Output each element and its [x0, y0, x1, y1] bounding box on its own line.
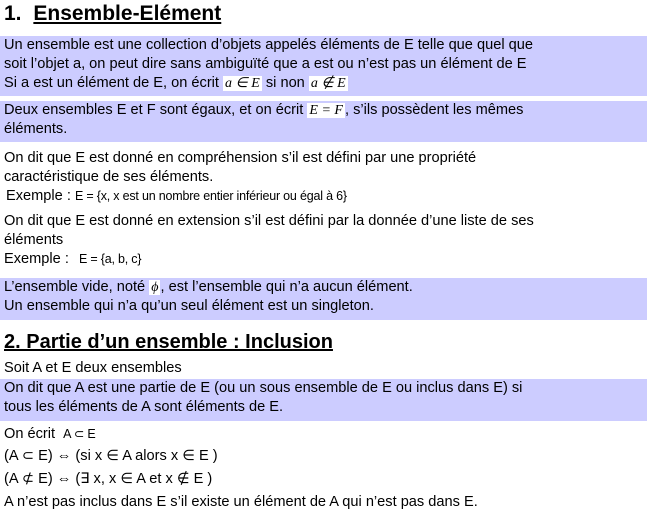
math-equality: E = F	[309, 103, 343, 118]
text-line: Un ensemble qui n’a qu’un seul élément est un singleton.	[4, 298, 374, 314]
example-label: Exemple :	[6, 188, 71, 204]
math-not-belongs: a ∉ E	[310, 76, 346, 91]
math-belongs: a ∈ E	[225, 76, 260, 91]
text-line: On dit que E est donné en extension s’il est défini par la donnée d’une liste de ses	[4, 213, 534, 229]
text-line: éléments	[4, 232, 64, 248]
definition-equality	[0, 101, 647, 142]
non-inclusion-statement: A n’est pas inclus dans E s’il existe un élément de A qui n’est pas dans E.	[4, 494, 478, 510]
definition-empty-set	[0, 278, 647, 320]
section-1-heading	[4, 2, 647, 26]
definition-ensemble	[0, 36, 647, 96]
section-2-heading	[4, 331, 647, 354]
math-subset: A ⊂ E	[63, 427, 96, 441]
text-line: On dit que E est donné en compréhension s’il est défini par une propriété	[4, 150, 477, 166]
definition-extension	[0, 212, 647, 269]
example-label: Exemple :	[4, 251, 69, 267]
text-line: On dit que A est une partie de E (ou un sous ensemble de E ou inclus dans E) si	[4, 380, 523, 396]
intro-line: Soit A et E deux ensembles	[4, 360, 182, 376]
text-line: Si a est un élément de E, on écrit a ∈ E si non a ∉ E	[4, 75, 346, 91]
text-line: éléments.	[4, 121, 68, 137]
section-title: Ensemble-Elément	[33, 2, 222, 25]
section-number: 1.	[4, 2, 22, 25]
text-line: tous les éléments de A sont éléments de E.	[4, 399, 284, 415]
text-line: L’ensemble vide, noté ϕ , est l’ensemble qui n’a aucun élément.	[4, 279, 413, 295]
equivalence-inclusion: (A ⊂ E) ⇔ (si x ∈ A alors x ∈ E )	[4, 448, 218, 464]
math-example: E = {x, x est un nombre entier inférieur ou égal à 6}	[74, 189, 347, 203]
text-line: Un ensemble est une collection d’objets appelés éléments de E telle que quel que	[4, 37, 533, 53]
text-line: caractéristique de ses éléments.	[4, 169, 214, 185]
text-line: soit l’objet a, on peut dire sans ambiguïté que a est ou n’est pas un élément de E	[4, 56, 527, 72]
example-line	[4, 187, 647, 206]
example-line	[4, 250, 647, 269]
section-title: 2. Partie d’un ensemble : Inclusion	[4, 331, 333, 353]
text-line: Deux ensembles E et F sont égaux, et on écrit E = F , s’ils possèdent les mêmes	[4, 102, 524, 118]
notation-line: On écrit A ⊂ E	[4, 426, 96, 442]
definition-inclusion	[0, 379, 647, 421]
math-empty-set: ϕ	[151, 280, 159, 295]
equivalence-non-inclusion: (A ⊄ E) ⇔ (∃ x, x ∈ A et x ∉ E )	[4, 471, 213, 487]
definition-comprehension	[0, 149, 647, 206]
math-example: E = {a, b, c}	[78, 252, 142, 266]
